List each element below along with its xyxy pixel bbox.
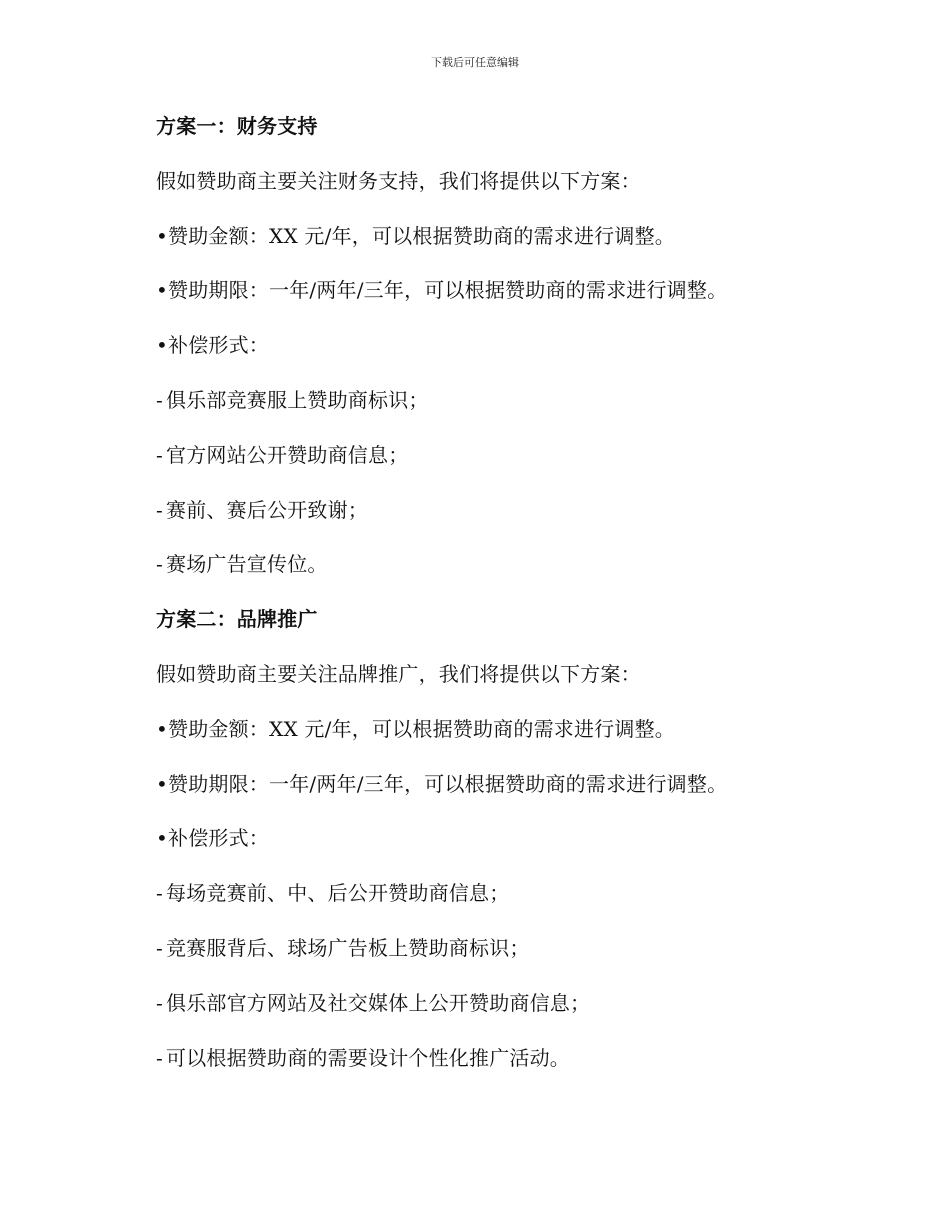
bullet-mark: • [156, 278, 168, 303]
bullet-text: 补偿形式： [168, 333, 269, 358]
bullet-text: 赞助金额：XX 元/年，可以根据赞助商的需求进行调整。 [168, 716, 675, 741]
bullet-item [156, 221, 856, 276]
dash-item [156, 495, 856, 550]
dash-item [156, 1043, 856, 1098]
dash-text: 可以根据赞助商的需要设计个性化推广活动。 [166, 1045, 570, 1070]
bullet-mark: • [156, 771, 168, 796]
dash-mark: - [156, 497, 163, 522]
bullet-mark: • [156, 223, 168, 248]
dash-mark: - [156, 1045, 163, 1070]
dash-text: 赛前、赛后公开致谢； [166, 497, 368, 522]
dash-mark: - [156, 990, 163, 1015]
dash-text: 竞赛服背后、球场广告板上赞助商标识； [166, 935, 530, 960]
dash-text: 俱乐部竞赛服上赞助商标识； [166, 387, 429, 412]
bullet-text: 赞助期限：一年/两年/三年，可以根据赞助商的需求进行调整。 [168, 278, 728, 303]
bullet-item [156, 769, 856, 824]
dash-text: 俱乐部官方网站及社交媒体上公开赞助商信息； [166, 990, 591, 1015]
dash-item [156, 933, 856, 988]
dash-mark: - [156, 552, 163, 577]
bullet-item [156, 714, 856, 769]
bullet-text: 补偿形式： [168, 826, 269, 851]
dash-mark: - [156, 935, 163, 960]
bullet-text: 赞助期限：一年/两年/三年，可以根据赞助商的需求进行调整。 [168, 771, 728, 796]
bullet-item [156, 330, 856, 385]
section-intro: 假如赞助商主要关注品牌推广，我们将提供以下方案： [156, 661, 641, 686]
bullet-mark: • [156, 716, 168, 741]
bullet-item [156, 275, 856, 330]
section-intro: 假如赞助商主要关注财务支持，我们将提供以下方案： [156, 168, 641, 193]
dash-item [156, 385, 856, 440]
section-heading: 方案二：品牌推广 [156, 607, 318, 632]
bullet-text: 赞助金额：XX 元/年，可以根据赞助商的需求进行调整。 [168, 223, 675, 248]
dash-text: 赛场广告宣传位。 [166, 552, 328, 577]
dash-item [156, 549, 856, 604]
document-body [156, 111, 856, 1097]
bullet-mark: • [156, 826, 168, 851]
dash-mark: - [156, 387, 163, 412]
dash-item [156, 988, 856, 1043]
dash-text: 官方网站公开赞助商信息； [166, 442, 409, 467]
dash-mark: - [156, 442, 163, 467]
dash-item [156, 878, 856, 933]
dash-item [156, 440, 856, 495]
dash-text: 每场竞赛前、中、后公开赞助商信息； [166, 881, 510, 906]
page-header: 下载后可任意编辑 [431, 56, 519, 69]
bullet-mark: • [156, 333, 168, 358]
dash-mark: - [156, 881, 163, 906]
bullet-item [156, 823, 856, 878]
section-heading: 方案一：财务支持 [156, 114, 318, 138]
